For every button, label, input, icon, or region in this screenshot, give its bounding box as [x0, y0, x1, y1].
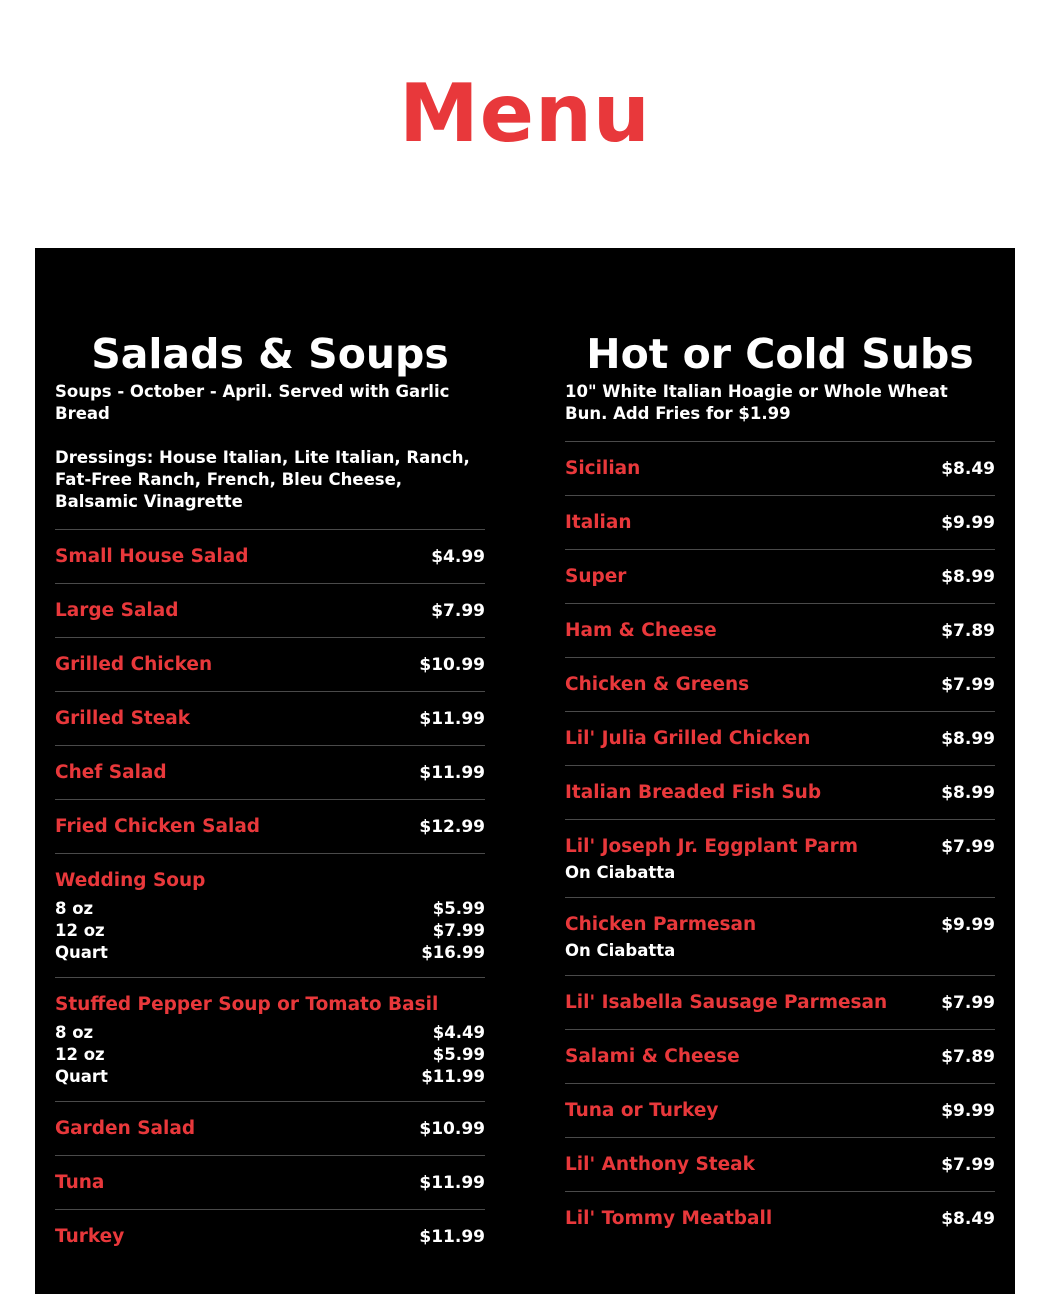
- menu-item-name: Small House Salad: [55, 546, 249, 567]
- menu-item-name: Italian Breaded Fish Sub: [565, 782, 822, 803]
- size-options: [55, 1022, 485, 1088]
- menu-item-name: Lil' Anthony Steak: [565, 1154, 755, 1175]
- size-label: 8 oz: [55, 899, 94, 918]
- menu-item[interactable]: [565, 711, 995, 765]
- menu-item[interactable]: [55, 1101, 485, 1155]
- menu-item[interactable]: [565, 1083, 995, 1137]
- size-price: $16.99: [421, 943, 485, 962]
- menu-item-name: Tuna or Turkey: [565, 1100, 719, 1121]
- size-price: $11.99: [421, 1067, 485, 1086]
- menu-item-subtitle: On Ciabatta: [565, 863, 676, 882]
- menu-item[interactable]: [565, 1137, 995, 1191]
- menu-item-price: $7.99: [941, 1155, 995, 1175]
- menu-item-name: Chicken Parmesan: [565, 914, 757, 935]
- menu-item-price: $12.99: [419, 817, 485, 837]
- menu-item[interactable]: [565, 657, 995, 711]
- menu-item-name: Fried Chicken Salad: [55, 816, 261, 837]
- size-price: $7.99: [432, 921, 485, 940]
- menu-item-name: Grilled Steak: [55, 708, 191, 729]
- menu-item[interactable]: [565, 1029, 995, 1083]
- menu-item-price: $7.89: [941, 1047, 995, 1067]
- menu-item-price: $4.99: [431, 547, 485, 567]
- menu-item-price: $8.99: [941, 567, 995, 587]
- menu-item[interactable]: [565, 975, 995, 1029]
- menu-item-name: Chicken & Greens: [565, 674, 750, 695]
- menu-item-name: Lil' Isabella Sausage Parmesan: [565, 992, 888, 1013]
- menu-item-name: Salami & Cheese: [565, 1046, 740, 1067]
- menu-item-price: $8.99: [941, 729, 995, 749]
- size-label: 12 oz: [55, 921, 105, 940]
- size-label: 8 oz: [55, 1023, 94, 1042]
- menu-item[interactable]: [565, 603, 995, 657]
- menu-item-price: $7.99: [431, 601, 485, 621]
- size-price: $5.99: [432, 1045, 485, 1064]
- menu-item[interactable]: [55, 1209, 485, 1263]
- menu-item-price: $8.49: [941, 1209, 995, 1229]
- menu-item-price: $9.99: [941, 1101, 995, 1121]
- menu-item-price: $9.99: [941, 915, 995, 935]
- menu-item-name: Wedding Soup: [55, 870, 206, 891]
- menu-item-name: Ham & Cheese: [565, 620, 717, 641]
- menu-item-price: $11.99: [419, 1173, 485, 1193]
- menu-item-price: $10.99: [419, 1119, 485, 1139]
- menu-item[interactable]: [565, 441, 995, 495]
- menu-panel: [35, 248, 1015, 1294]
- menu-item[interactable]: [55, 691, 485, 745]
- menu-item[interactable]: [55, 799, 485, 853]
- size-price: $5.99: [432, 899, 485, 918]
- menu-item-name: Garden Salad: [55, 1118, 196, 1139]
- menu-item[interactable]: [565, 495, 995, 549]
- menu-item[interactable]: [565, 1191, 995, 1245]
- menu-item-price: $7.89: [941, 621, 995, 641]
- menu-item-price: $9.99: [941, 513, 995, 533]
- menu-item[interactable]: [565, 819, 995, 897]
- menu-item-name: Stuffed Pepper Soup or Tomato Basil: [55, 994, 439, 1015]
- menu-item-name: Italian: [565, 512, 632, 533]
- subs-note: 10" White Italian Hoagie or Whole Wheat Bun. Add Fries for $1.99: [565, 382, 948, 423]
- menu-item[interactable]: [55, 853, 485, 977]
- menu-item[interactable]: [565, 897, 995, 975]
- menu-item[interactable]: [55, 529, 485, 583]
- menu-item-price: $11.99: [419, 763, 485, 783]
- size-label: Quart: [55, 1067, 108, 1086]
- menu-item[interactable]: [55, 977, 485, 1101]
- page-title: Menu: [399, 67, 651, 160]
- menu-item-price: $8.49: [941, 459, 995, 479]
- menu-item-subtitle: On Ciabatta: [565, 941, 676, 960]
- menu-item-name: Lil' Tommy Meatball: [565, 1208, 773, 1229]
- menu-item[interactable]: [55, 745, 485, 799]
- menu-item-name: Chef Salad: [55, 762, 167, 783]
- menu-item-price: $7.99: [941, 993, 995, 1013]
- subs-list: [565, 441, 995, 1245]
- menu-item-price: $8.99: [941, 783, 995, 803]
- section-heading-subs: Hot or Cold Subs: [586, 330, 974, 378]
- size-label: Quart: [55, 943, 108, 962]
- salads-soups-column: [55, 328, 485, 1263]
- size-options: [55, 898, 485, 964]
- menu-item-price: $7.99: [941, 837, 995, 857]
- menu-item-name: Lil' Joseph Jr. Eggplant Parm: [565, 836, 859, 857]
- size-price: $4.49: [432, 1023, 485, 1042]
- menu-item-name: Super: [565, 566, 627, 587]
- menu-item-name: Lil' Julia Grilled Chicken: [565, 728, 811, 749]
- menu-item-name: Turkey: [55, 1226, 125, 1247]
- salads-list: [55, 529, 485, 1263]
- subs-column: [565, 328, 995, 1245]
- size-label: 12 oz: [55, 1045, 105, 1064]
- soups-note: Soups - October - April. Served with Garlic Bread: [55, 382, 450, 423]
- menu-item-name: Tuna: [55, 1172, 105, 1193]
- menu-item[interactable]: [55, 637, 485, 691]
- menu-item-price: $11.99: [419, 1227, 485, 1247]
- menu-item-name: Sicilian: [565, 458, 641, 479]
- menu-item-price: $7.99: [941, 675, 995, 695]
- menu-item[interactable]: [55, 583, 485, 637]
- menu-item[interactable]: [565, 765, 995, 819]
- section-heading-salads: Salads & Soups: [91, 330, 449, 378]
- menu-item[interactable]: [55, 1155, 485, 1209]
- menu-item-name: Large Salad: [55, 600, 179, 621]
- menu-item-price: $11.99: [419, 709, 485, 729]
- dressings-note: Dressings: House Italian, Lite Italian, Ranch, Fat-Free Ranch, French, Bleu Cheese, Balsamic Vinagrette: [55, 448, 470, 511]
- menu-item[interactable]: [565, 549, 995, 603]
- menu-item-name: Grilled Chicken: [55, 654, 213, 675]
- menu-item-price: $10.99: [419, 655, 485, 675]
